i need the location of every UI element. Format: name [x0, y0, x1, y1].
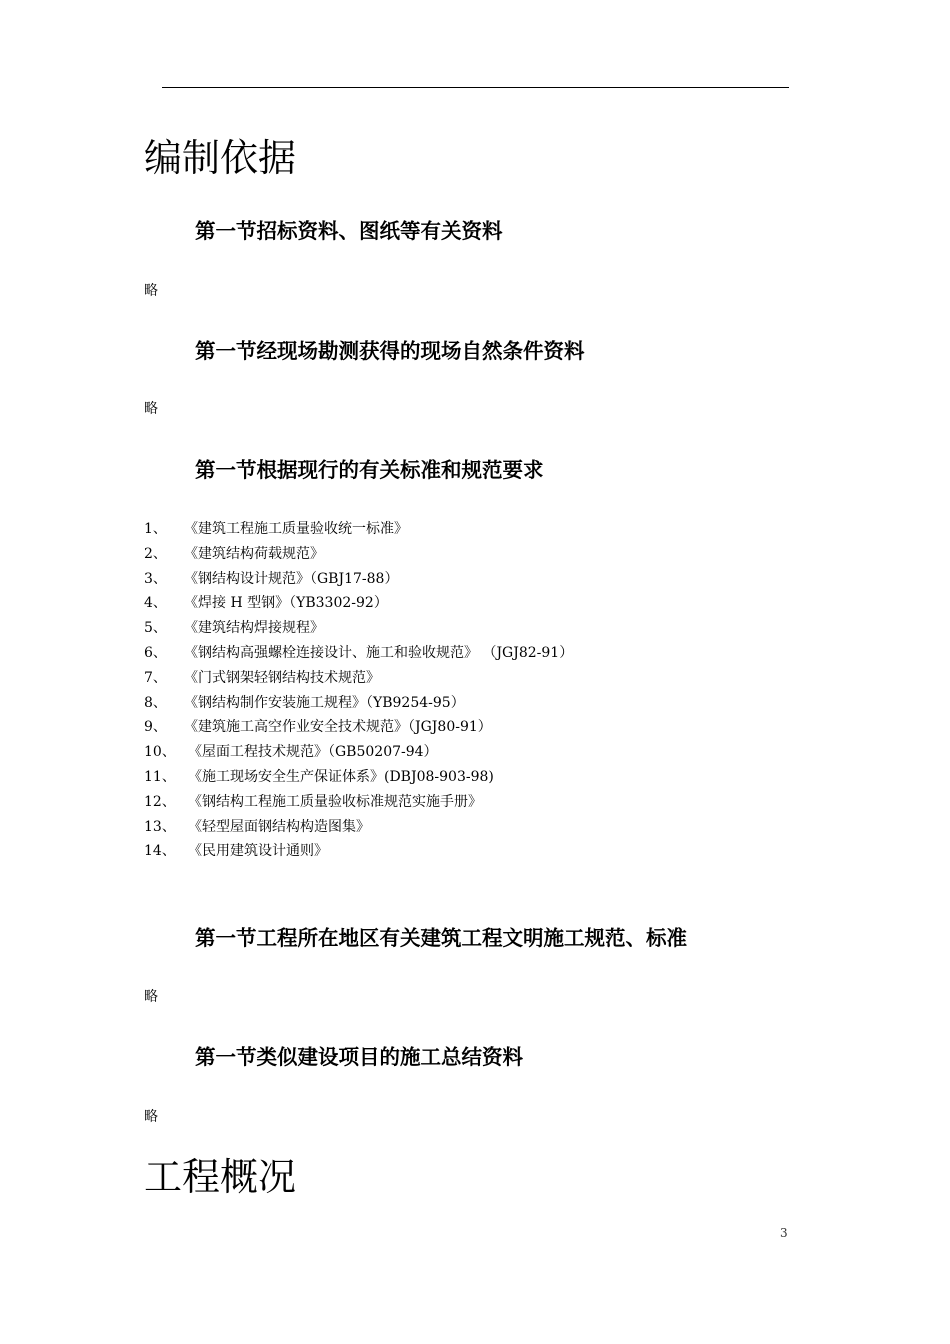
list-item	[144, 818, 573, 843]
list-item	[144, 594, 573, 619]
list-item-text: 《建筑工程施工质量验收统一标准》	[184, 521, 408, 537]
list-item-number: 6、	[144, 644, 167, 661]
list-item-text: 《钢结构高强螺栓连接设计、施工和验收规范》 （JGJ82-91）	[184, 644, 574, 661]
standards-list	[144, 520, 573, 867]
list-item	[144, 793, 573, 818]
list-item-text: 《建筑施工高空作业安全技术规范》（JGJ80-91）	[184, 719, 492, 736]
list-item-text: 《钢结构工程施工质量验收标准规范实施手册》	[188, 793, 482, 810]
section-body-site-survey: 略	[144, 401, 158, 417]
list-item	[144, 768, 573, 793]
list-item-number: 11、	[144, 768, 176, 785]
list-item-number: 10、	[144, 744, 176, 761]
list-item-text: 《门式钢架轻钢结构技术规范》	[184, 669, 380, 686]
list-item-number: 9、	[144, 719, 167, 736]
list-item-text: 《民用建筑设计通则》	[188, 843, 328, 860]
section-heading-site-survey: 第一节经现场勘测获得的现场自然条件资料	[195, 339, 585, 363]
section-heading-tender-docs: 第一节招标资料、图纸等有关资料	[195, 219, 503, 243]
list-item-number: 13、	[144, 818, 176, 835]
list-item	[144, 570, 573, 595]
list-item-text: 《轻型屋面钢结构构造图集》	[188, 818, 370, 835]
section-body-tender-docs: 略	[144, 283, 158, 299]
list-item	[144, 644, 573, 669]
list-item-number: 12、	[144, 793, 176, 810]
list-item-number: 5、	[144, 620, 167, 637]
list-item-text: 《钢结构制作安装施工规程》（YB9254-95）	[184, 694, 465, 711]
section-heading-civilized-construction: 第一节工程所在地区有关建筑工程文明施工规范、标准	[195, 926, 687, 950]
chapter-heading-overview: 工程概况	[144, 1155, 297, 1199]
page-number: 3	[780, 1226, 788, 1240]
list-item-number: 2、	[144, 545, 167, 562]
list-item	[144, 743, 573, 768]
list-item-number: 1、	[144, 521, 167, 537]
list-item	[144, 718, 573, 743]
list-item-text: 《焊接 H 型钢》（YB3302-92）	[184, 595, 388, 612]
list-item	[144, 545, 573, 570]
list-item-number: 4、	[144, 595, 167, 612]
section-heading-similar-projects: 第一节类似建设项目的施工总结资料	[195, 1045, 523, 1069]
list-item-number: 7、	[144, 669, 167, 686]
list-item-number: 8、	[144, 694, 167, 711]
list-item-text: 《建筑结构荷载规范》	[184, 545, 324, 562]
chapter-heading-basis: 编制依据	[144, 136, 297, 180]
section-body-civilized-construction: 略	[144, 989, 158, 1005]
list-item	[144, 619, 573, 644]
section-heading-standards: 第一节根据现行的有关标准和规范要求	[195, 458, 544, 482]
list-item-number: 14、	[144, 843, 176, 860]
list-item-text: 《施工现场安全生产保证体系》(DBJ08-903-98)	[188, 768, 494, 785]
list-item	[144, 669, 573, 694]
list-item-number: 3、	[144, 570, 167, 587]
header-rule	[162, 87, 789, 88]
list-item	[144, 520, 573, 545]
list-item-text: 《钢结构设计规范》（GBJ17-88）	[184, 570, 399, 587]
list-item	[144, 694, 573, 719]
list-item-text: 《屋面工程技术规范》（GB50207-94）	[188, 744, 438, 761]
section-body-similar-projects: 略	[144, 1109, 158, 1125]
list-item	[144, 842, 573, 867]
list-item-text: 《建筑结构焊接规程》	[184, 620, 324, 637]
